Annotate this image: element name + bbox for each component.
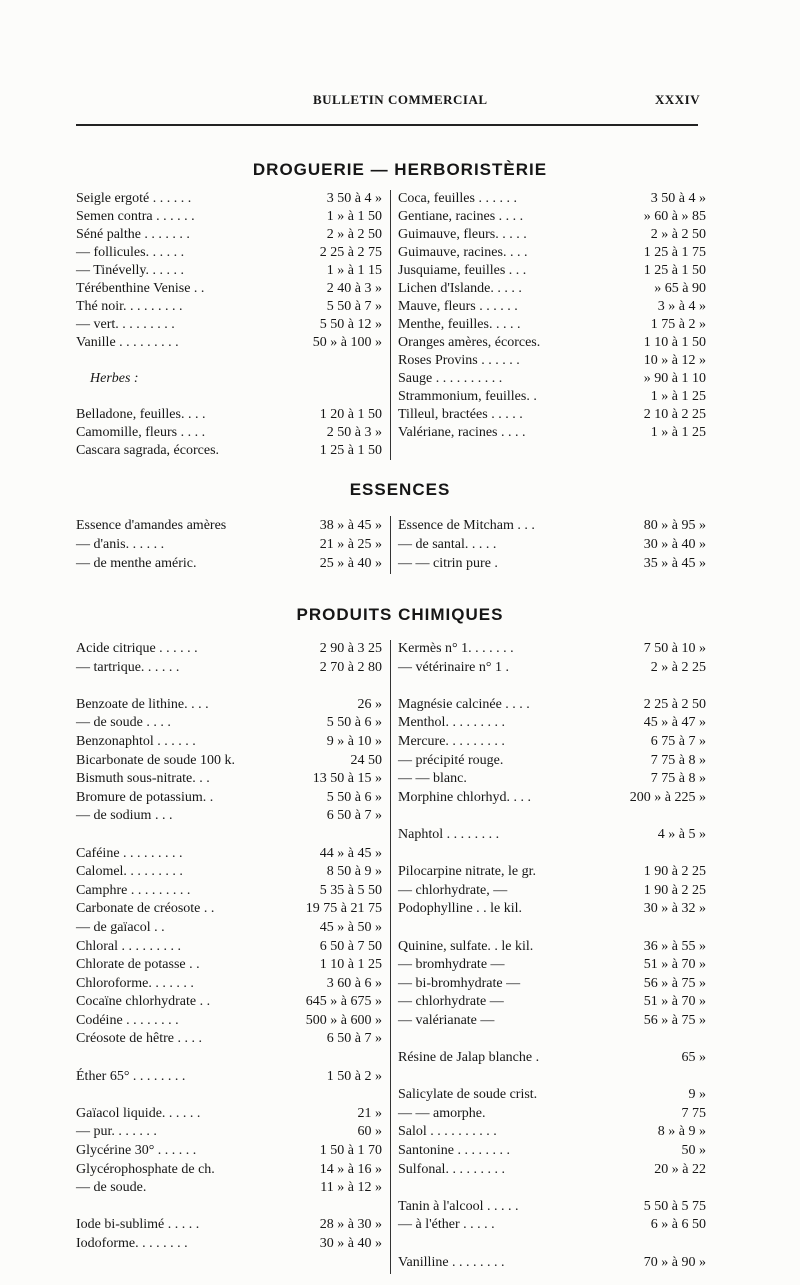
droguerie-left-column (76, 190, 382, 460)
product-name: Créosote de hêtre . . . . (76, 1031, 202, 1047)
product-price: 6 50 à 7 » (326, 808, 382, 824)
price-row (398, 226, 706, 244)
price-row (398, 316, 706, 334)
product-price: 1 90 à 2 25 (643, 864, 706, 880)
product-name: Thé noir. . . . . . . . . (76, 299, 183, 314)
product-price: 4 » à 5 » (657, 826, 706, 842)
price-row (76, 752, 382, 771)
product-name: — de soude . . . . (76, 715, 171, 731)
product-name: Roses Provins . . . . . . (398, 353, 520, 368)
produits-right-column (398, 640, 706, 1272)
price-row (398, 424, 706, 442)
product-price: 5 50 à 6 » (326, 715, 382, 731)
price-row (76, 535, 382, 554)
product-price: 35 » à 45 » (643, 556, 706, 571)
price-row (398, 659, 706, 678)
product-name: — tartrique. . . . . . (76, 659, 180, 675)
product-name: Camphre . . . . . . . . . (76, 882, 191, 898)
product-name: Benzoate de lithine. . . . (76, 696, 209, 712)
product-price: 2 70 à 2 80 (319, 659, 382, 675)
product-price: 1 25 à 1 50 (319, 443, 382, 458)
price-row (76, 659, 382, 678)
product-price: 3 » à 4 » (657, 299, 706, 314)
product-price: 3 50 à 4 » (650, 191, 706, 206)
product-name: — bromhydrate — (398, 957, 505, 973)
spacer-row (398, 1068, 706, 1087)
price-row (76, 789, 382, 808)
product-price: 21 » (357, 1105, 382, 1121)
spacer-row (76, 1049, 382, 1068)
price-row (76, 280, 382, 298)
product-name: — follicules. . . . . . (76, 245, 185, 260)
product-name: Guimauve, racines. . . . (398, 245, 528, 260)
price-row (398, 714, 706, 733)
product-name: Chlorate de potasse . . (76, 957, 200, 973)
product-name: Lichen d'Islande. . . . . (398, 281, 522, 296)
price-row (76, 1123, 382, 1142)
price-row (76, 993, 382, 1012)
product-name: — chlorhydrate — (398, 994, 504, 1010)
product-name: Jusquiame, feuilles . . . (398, 263, 527, 278)
price-row (398, 388, 706, 406)
price-row (76, 863, 382, 882)
spacer-row (76, 352, 382, 370)
price-row (76, 208, 382, 226)
price-row (76, 554, 382, 573)
price-row (398, 993, 706, 1012)
product-price: 1 » à 1 15 (326, 263, 382, 278)
product-price: 1 10 à 1 50 (643, 335, 706, 350)
product-name: — vert. . . . . . . . . (76, 317, 175, 332)
product-price: 6 » à 6 50 (650, 1217, 706, 1233)
product-name: Oranges amères, écorces. (398, 335, 541, 350)
price-row (76, 733, 382, 752)
price-row (398, 554, 706, 573)
product-price: 5 50 à 5 75 (643, 1198, 706, 1214)
product-price: » 90 à 1 10 (643, 371, 706, 386)
product-price: 1 25 à 1 75 (643, 245, 706, 260)
price-row (76, 900, 382, 919)
product-price: 28 » à 30 » (319, 1217, 382, 1233)
product-name: Éther 65° . . . . . . . . (76, 1068, 186, 1084)
price-row (398, 1216, 706, 1235)
product-price: 645 » à 675 » (305, 994, 382, 1010)
header-title: BULLETIN COMMERCIAL (313, 92, 488, 107)
price-row (76, 919, 382, 938)
price-row (76, 845, 382, 864)
product-price: 1 10 à 1 25 (319, 957, 382, 973)
product-price: 1 25 à 1 50 (643, 263, 706, 278)
price-row (398, 789, 706, 808)
product-price: 200 » à 225 » (629, 789, 706, 805)
product-name: — Tinévelly. . . . . . (76, 263, 184, 278)
product-name: Calomel. . . . . . . . . (76, 864, 183, 880)
price-row (398, 1123, 706, 1142)
price-row (398, 1198, 706, 1217)
product-price: 7 75 à 8 » (650, 752, 706, 768)
spacer-row (398, 1179, 706, 1198)
product-price: 1 » à 1 25 (650, 389, 706, 404)
price-row (398, 733, 706, 752)
essences-table (76, 516, 706, 574)
product-name: Benzonaphtol . . . . . . (76, 733, 196, 749)
product-price: » 65 à 90 (654, 281, 706, 296)
price-row (398, 352, 706, 370)
product-price: 44 » à 45 » (319, 845, 382, 861)
product-price: 30 » à 40 » (319, 1236, 382, 1251)
product-name: Carbonate de créosote . . (76, 901, 215, 917)
price-row (398, 535, 706, 554)
product-name: Santonine . . . . . . . . (398, 1143, 510, 1159)
product-price: » 60 à » 85 (643, 209, 706, 224)
product-name: Belladone, feuilles. . . . (76, 407, 206, 422)
price-row (76, 1030, 382, 1049)
spacer-row (398, 807, 706, 826)
product-name: Pilocarpine nitrate, le gr. (398, 864, 537, 880)
product-price: 38 » à 45 » (319, 518, 382, 533)
product-name: Seigle ergoté . . . . . . (76, 191, 192, 206)
product-price: 30 » à 40 » (643, 537, 706, 552)
product-name: Naphtol . . . . . . . . (398, 826, 500, 842)
product-name: Résine de Jalap blanche . (398, 1050, 540, 1066)
product-name: Vanilline . . . . . . . . (398, 1254, 505, 1270)
product-name: Iodoforme. . . . . . . . (76, 1236, 188, 1251)
product-price: 2 » à 2 25 (650, 659, 706, 675)
product-price: 8 50 à 9 » (326, 864, 382, 880)
product-name: Bicarbonate de soude 100 k. (76, 752, 236, 768)
price-row (76, 424, 382, 442)
spacer-row (76, 1198, 382, 1217)
spacer-row (398, 1235, 706, 1254)
product-price: 6 75 à 7 » (650, 733, 706, 749)
droguerie-table (76, 190, 706, 460)
price-row (76, 696, 382, 715)
product-name: Codéine . . . . . . . . (76, 1012, 179, 1028)
price-row (76, 1161, 382, 1180)
product-name: Essence de Mitcham . . . (398, 518, 535, 533)
price-row (76, 956, 382, 975)
product-price: 1 50 à 1 70 (319, 1143, 382, 1159)
product-name: Cocaïne chlorhydrate . . (76, 994, 211, 1010)
product-price: 7 75 à 8 » (650, 771, 706, 787)
product-name: — chlorhydrate, — (398, 882, 508, 898)
price-row (398, 975, 706, 994)
product-name: Cascara sagrada, écorces. (76, 443, 220, 458)
price-row (76, 262, 382, 280)
column-separator (390, 190, 391, 460)
product-name: Coca, feuilles . . . . . . (398, 191, 517, 206)
price-row (398, 370, 706, 388)
product-name: Quinine, sulfate. . le kil. (398, 938, 534, 954)
product-price: 1 » à 1 25 (650, 425, 706, 440)
price-row (76, 516, 382, 535)
product-price: 25 » à 40 » (319, 556, 382, 571)
product-name: Séné palthe . . . . . . . (76, 227, 190, 242)
product-price: 6 50 à 7 » (326, 1031, 382, 1047)
product-name: Mercure. . . . . . . . . (398, 733, 505, 749)
product-price: 51 » à 70 » (643, 957, 706, 973)
droguerie-right-column (398, 190, 706, 442)
product-price: 7 75 (681, 1105, 706, 1121)
product-name: Acide citrique . . . . . . (76, 641, 198, 656)
product-price: 1 » à 1 50 (326, 209, 382, 224)
product-price: 8 » à 9 » (657, 1124, 706, 1140)
product-price: 9 » à 10 » (326, 733, 382, 749)
product-price: 45 » à 47 » (643, 715, 706, 731)
spacer-row (398, 919, 706, 938)
spacer-row (76, 826, 382, 845)
price-row (76, 316, 382, 334)
product-price: 14 » à 16 » (319, 1161, 382, 1177)
price-row (76, 1012, 382, 1031)
product-name: Strammonium, feuilles. . (398, 389, 537, 404)
product-name: Semen contra . . . . . . (76, 209, 195, 224)
column-separator (390, 640, 391, 1274)
product-name: Valériane, racines . . . . (398, 425, 526, 440)
product-price: 56 » à 75 » (643, 975, 706, 991)
price-row (76, 1142, 382, 1161)
price-row (398, 1086, 706, 1105)
product-name: Tilleul, bractées . . . . . (398, 407, 523, 422)
product-name: Menthol. . . . . . . . . (398, 715, 505, 731)
product-name: Morphine chlorhyd. . . . (398, 789, 531, 805)
product-price: 6 50 à 7 50 (319, 938, 382, 954)
product-name: — — blanc. (398, 771, 467, 787)
price-row (76, 190, 382, 208)
product-name: Kermès n° 1. . . . . . . (398, 641, 514, 656)
product-name: Gaïacol liquide. . . . . . (76, 1105, 201, 1121)
product-name: — vétérinaire n° 1 . (398, 659, 509, 675)
price-row (76, 1216, 382, 1235)
spacer-row (76, 677, 382, 696)
spacer-row (398, 677, 706, 696)
product-price: 21 » à 25 » (319, 537, 382, 552)
product-price: 5 50 à 7 » (326, 299, 382, 314)
product-name: Tanin à l'alcool . . . . . (398, 1198, 519, 1214)
product-name: — d'anis. . . . . . (76, 537, 165, 552)
page-number: XXXIV (655, 92, 701, 107)
product-name: Caféine . . . . . . . . . (76, 845, 183, 861)
product-price: 500 » à 600 » (305, 1012, 382, 1028)
product-name: Podophylline . . le kil. (398, 901, 523, 917)
product-price: 5 50 à 6 » (326, 789, 382, 805)
product-price: 70 » à 90 » (643, 1254, 706, 1270)
price-row (76, 334, 382, 352)
price-row (76, 370, 382, 388)
price-row (398, 640, 706, 659)
product-price: 26 » (357, 696, 382, 712)
price-row (398, 1161, 706, 1180)
spacer-row (76, 1086, 382, 1105)
price-row (398, 334, 706, 352)
price-row (76, 714, 382, 733)
price-row (76, 1179, 382, 1198)
product-name: Chloral . . . . . . . . . (76, 938, 181, 954)
product-price: 5 50 à 12 » (319, 317, 382, 332)
section-title-essences: ESSENCES (349, 480, 451, 499)
price-row (76, 1068, 382, 1087)
product-price: 51 » à 70 » (643, 994, 706, 1010)
product-price: 36 » à 55 » (643, 938, 706, 954)
product-price: 1 75 à 2 » (650, 317, 706, 332)
product-name: — de soude. (76, 1180, 147, 1196)
product-price: 56 » à 75 » (643, 1012, 706, 1028)
price-row (398, 752, 706, 771)
product-price: 1 90 à 2 25 (643, 882, 706, 898)
price-row (76, 226, 382, 244)
product-price: 1 50 à 2 » (326, 1068, 382, 1084)
product-price: 2 90 à 3 25 (319, 641, 382, 656)
spacer-row (398, 845, 706, 864)
price-row (76, 640, 382, 659)
price-row (398, 244, 706, 262)
header-rule (76, 124, 698, 126)
price-row (76, 882, 382, 901)
product-name: Chloroforme. . . . . . . (76, 975, 194, 991)
product-name: Bismuth sous-nitrate. . . (76, 771, 210, 787)
price-row (398, 1049, 706, 1068)
product-name: Camomille, fleurs . . . . (76, 425, 206, 440)
product-price: 50 » (681, 1143, 706, 1159)
price-row (76, 975, 382, 994)
product-name: Gentiane, racines . . . . (398, 209, 524, 224)
price-row (398, 696, 706, 715)
product-name: Magnésie calcinée . . . . (398, 696, 530, 712)
price-row (398, 208, 706, 226)
product-name: — pur. . . . . . . (76, 1124, 157, 1140)
produits-left-column (76, 640, 382, 1254)
product-price: 24 50 (350, 752, 382, 768)
price-row (398, 938, 706, 957)
produits-table (76, 640, 706, 1274)
product-price: 7 50 à 10 » (643, 641, 706, 656)
product-price: 13 50 à 15 » (312, 771, 382, 787)
product-name: Bromure de potassium. . (76, 789, 214, 805)
product-name: — de menthe améric. (76, 556, 197, 571)
spacer-row (76, 388, 382, 406)
price-row (398, 1105, 706, 1124)
product-name: Herbes : (90, 371, 139, 386)
product-name: — à l'éther . . . . . (398, 1217, 495, 1233)
running-header (0, 92, 800, 112)
product-name: Mauve, fleurs . . . . . . (398, 299, 518, 314)
price-row (76, 244, 382, 262)
product-price: 3 50 à 4 » (326, 191, 382, 206)
product-name: Glycérophosphate de ch. (76, 1161, 215, 1177)
price-row (398, 1012, 706, 1031)
product-name: — de santal. . . . . (398, 537, 497, 552)
price-row (76, 1235, 382, 1254)
product-price: 2 40 à 3 » (326, 281, 382, 296)
price-row (398, 190, 706, 208)
price-row (398, 1142, 706, 1161)
price-row (398, 1254, 706, 1273)
product-price: 2 » à 2 50 (650, 227, 706, 242)
price-row (76, 770, 382, 789)
price-row (398, 863, 706, 882)
price-row (398, 882, 706, 901)
product-price: 11 » à 12 » (320, 1180, 382, 1196)
product-price: 9 » (688, 1087, 706, 1103)
product-price: 60 » (357, 1124, 382, 1140)
product-price: 10 » à 12 » (643, 353, 706, 368)
section-title-produits: PRODUITS CHIMIQUES (296, 605, 504, 624)
price-row (76, 442, 382, 460)
product-name: — bi-bromhydrate — (398, 975, 521, 991)
product-price: 1 20 à 1 50 (319, 407, 382, 422)
product-price: 80 » à 95 » (643, 518, 706, 533)
price-row (76, 1105, 382, 1124)
spacer-row (398, 1030, 706, 1049)
product-name: Iode bi-sublimé . . . . . (76, 1217, 200, 1233)
product-price: 45 » à 50 » (319, 919, 382, 935)
price-row (398, 262, 706, 280)
product-name: — valérianate — (398, 1012, 495, 1028)
price-row (398, 956, 706, 975)
product-name: Glycérine 30° . . . . . . (76, 1143, 197, 1159)
product-name: — de gaïacol . . (76, 919, 165, 935)
product-price: 5 35 à 5 50 (319, 882, 382, 898)
product-name: — — citrin pure . (398, 556, 498, 571)
product-name: Guimauve, fleurs. . . . . (398, 227, 527, 242)
product-price: 2 10 à 2 25 (643, 407, 706, 422)
product-name: Salicylate de soude crist. (398, 1087, 538, 1103)
price-row (398, 900, 706, 919)
product-price: 19 75 à 21 75 (305, 901, 382, 917)
price-row (398, 826, 706, 845)
product-price: 20 » à 22 (654, 1161, 706, 1177)
product-price: 2 25 à 2 75 (319, 245, 382, 260)
price-row (76, 406, 382, 424)
product-price: 2 50 à 3 » (326, 425, 382, 440)
product-name: Térébenthine Venise . . (76, 281, 205, 296)
product-name: Sauge . . . . . . . . . . (398, 371, 503, 386)
section-title-droguerie: DROGUERIE — HERBORISTÈRIE (252, 160, 548, 179)
price-row (398, 406, 706, 424)
product-name: Sulfonal. . . . . . . . . (398, 1161, 505, 1177)
column-separator (390, 516, 391, 574)
product-name: Menthe, feuilles. . . . . (398, 317, 521, 332)
product-price: 50 » à 100 » (312, 335, 382, 350)
essences-right-column (398, 516, 706, 573)
product-name: — — amorphe. (398, 1105, 486, 1121)
price-row (398, 770, 706, 789)
product-price: 3 60 à 6 » (326, 975, 382, 991)
product-name: — précipité rouge. (398, 752, 504, 768)
product-name: Salol . . . . . . . . . . (398, 1124, 497, 1140)
product-name: Vanille . . . . . . . . . (76, 335, 179, 350)
price-row (398, 280, 706, 298)
price-row (398, 298, 706, 316)
price-row (76, 807, 382, 826)
essences-left-column (76, 516, 382, 573)
product-name: — de sodium . . . (76, 808, 173, 824)
product-price: 30 » à 32 » (643, 901, 706, 917)
price-row (76, 938, 382, 957)
product-name: Essence d'amandes amères (76, 518, 227, 533)
price-row (398, 516, 706, 535)
product-price: 2 25 à 2 50 (643, 696, 706, 712)
product-price: 65 » (681, 1050, 706, 1066)
product-price: 2 » à 2 50 (326, 227, 382, 242)
price-row (76, 298, 382, 316)
